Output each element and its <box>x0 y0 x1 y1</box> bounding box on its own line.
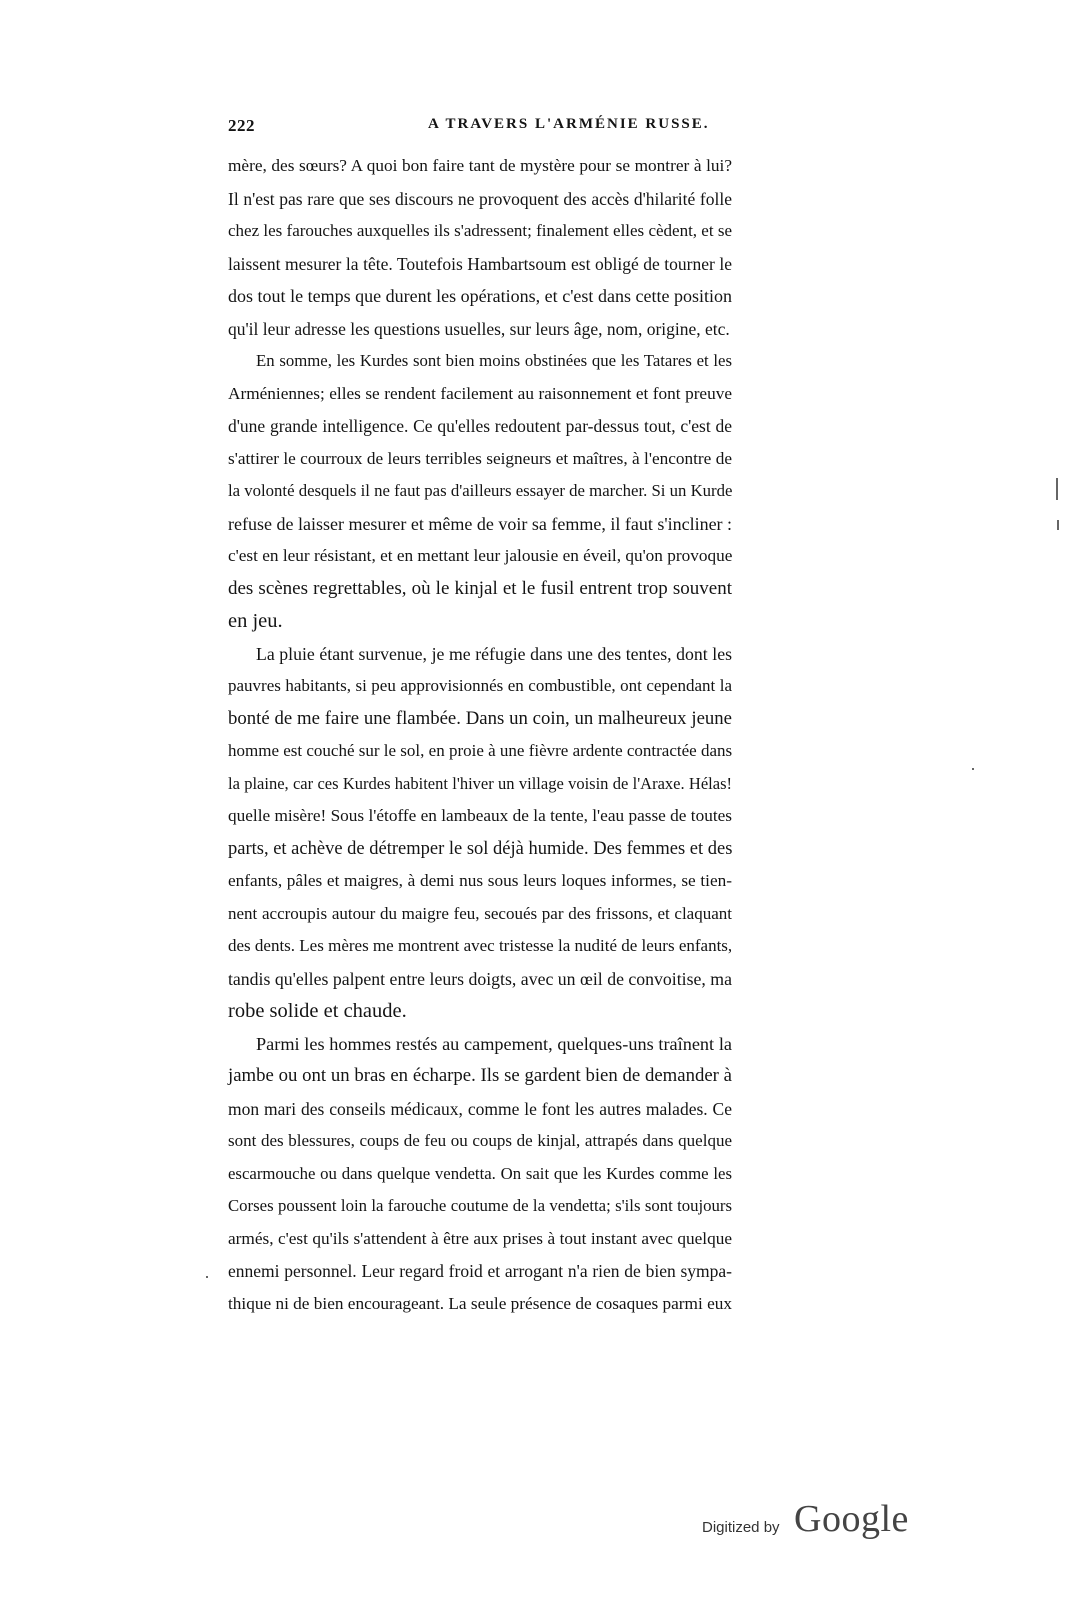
text-line: refuse de laisser mesurer et même de voir sa femme, il faut s'incliner : <box>228 513 733 534</box>
text-line: jambe ou ont un bras en écharpe. Ils se gardent bien de demander à <box>228 1065 732 1086</box>
text-line: qu'il leur adresse les questions usuelles, sur leurs âge, nom, origine, etc. <box>228 318 730 339</box>
margin-mark <box>1057 520 1059 530</box>
text-line: Parmi les hommes restés au campement, quelques-uns traînent la <box>256 1033 732 1054</box>
text-line: d'une grande intelligence. Ce qu'elles redoutent par-dessus tout, c'est de <box>228 416 732 436</box>
text-line: Arméniennes; elles se rendent facilement au raisonnement et font preuve <box>228 383 732 403</box>
body-text <box>228 150 732 1320</box>
text-line: thique ni de bien encourageant. La seule présence de cosaques parmi eux <box>228 1293 732 1313</box>
google-wordmark: Google <box>794 1498 909 1540</box>
text-line: quelle misère! Sous l'étoffe en lambeaux de la tente, l'eau passe de toutes <box>228 806 732 825</box>
text-line: en jeu. <box>228 610 283 632</box>
text-line: tandis qu'elles palpent entre leurs doigts, avec un œil de convoitise, ma <box>228 968 732 989</box>
text-line: dos tout le temps que durent les opérations, et c'est dans cette position <box>228 286 732 306</box>
margin-mark <box>1056 478 1058 500</box>
text-line: laissent mesurer la tête. Toutefois Hambartsoum est obligé de tourner le <box>228 253 732 274</box>
text-line: des scènes regrettables, où le kinjal et le fusil entrent trop souvent <box>228 577 732 599</box>
text-line: chez les farouches auxquelles ils s'adressent; finalement elles cèdent, et se <box>228 221 732 240</box>
running-title: A TRAVERS L'ARMÉNIE RUSSE. <box>428 116 710 132</box>
digitized-by-google-watermark <box>702 1497 942 1547</box>
text-line: armés, c'est qu'ils s'attendent à être aux prises à tout instant avec quelque <box>228 1228 732 1248</box>
text-line: bonté de me faire une flambée. Dans un coin, un malheureux jeune <box>228 707 732 729</box>
text-line: homme est couché sur le sol, en proie à une fièvre ardente contractée dans <box>228 741 733 760</box>
text-line: sont des blessures, coups de feu ou coups de kinjal, attrapés dans quelque <box>228 1131 732 1150</box>
text-line: escarmouche ou dans quelque vendetta. On sait que les Kurdes comme les <box>228 1163 732 1183</box>
text-line: s'attirer le courroux de leurs terribles seigneurs et maîtres, à l'encontre de <box>228 448 732 468</box>
text-line: nent accroupis autour du maigre feu, secoués par des frissons, et claquant <box>228 903 732 923</box>
margin-mark <box>972 768 974 770</box>
text-line: En somme, les Kurdes sont bien moins obstinées que les Tatares et les <box>256 351 732 370</box>
digitized-label: Digitized by <box>702 1519 780 1536</box>
text-line: Corses poussent loin la farouche coutume de la vendetta; s'ils sont toujours <box>228 1196 732 1215</box>
text-line: mère, des sœurs? A quoi bon faire tant de mystère pour se montrer à lui? <box>228 156 732 175</box>
text-line: c'est en leur résistant, et en mettant leur jalousie en éveil, qu'on provoque <box>228 546 733 565</box>
text-line: Il n'est pas rare que ses discours ne provoquent des accès d'hilarité folle <box>228 188 732 209</box>
text-line: des dents. Les mères me montrent avec tristesse la nudité de leurs enfants, <box>228 936 733 955</box>
text-line: parts, et achève de détremper le sol déjà humide. Des femmes et des <box>228 838 733 859</box>
page-number: 222 <box>228 116 255 135</box>
text-line: la volonté desquels il ne faut pas d'ailleurs essayer de marcher. Si un Kurde <box>228 481 733 500</box>
text-line: ennemi personnel. Leur regard froid et arrogant n'a rien de bien sympa- <box>228 1261 732 1281</box>
running-head <box>228 116 732 142</box>
text-line: mon mari des conseils médicaux, comme le font les autres malades. Ce <box>228 1098 732 1119</box>
text-line: La pluie étant survenue, je me réfugie dans une des tentes, dont les <box>256 643 732 664</box>
text-line: pauvres habitants, si peu approvisionnés en combustible, ont cependant la <box>228 676 732 695</box>
text-line: enfants, pâles et maigres, à demi nus sous leurs loques informes, se tien- <box>228 871 732 890</box>
text-line: la plaine, car ces Kurdes habitent l'hiver un village voisin de l'Araxe. Hélas! <box>228 773 732 793</box>
text-line: robe solide et chaude. <box>228 1000 407 1022</box>
margin-mark <box>206 1276 208 1278</box>
